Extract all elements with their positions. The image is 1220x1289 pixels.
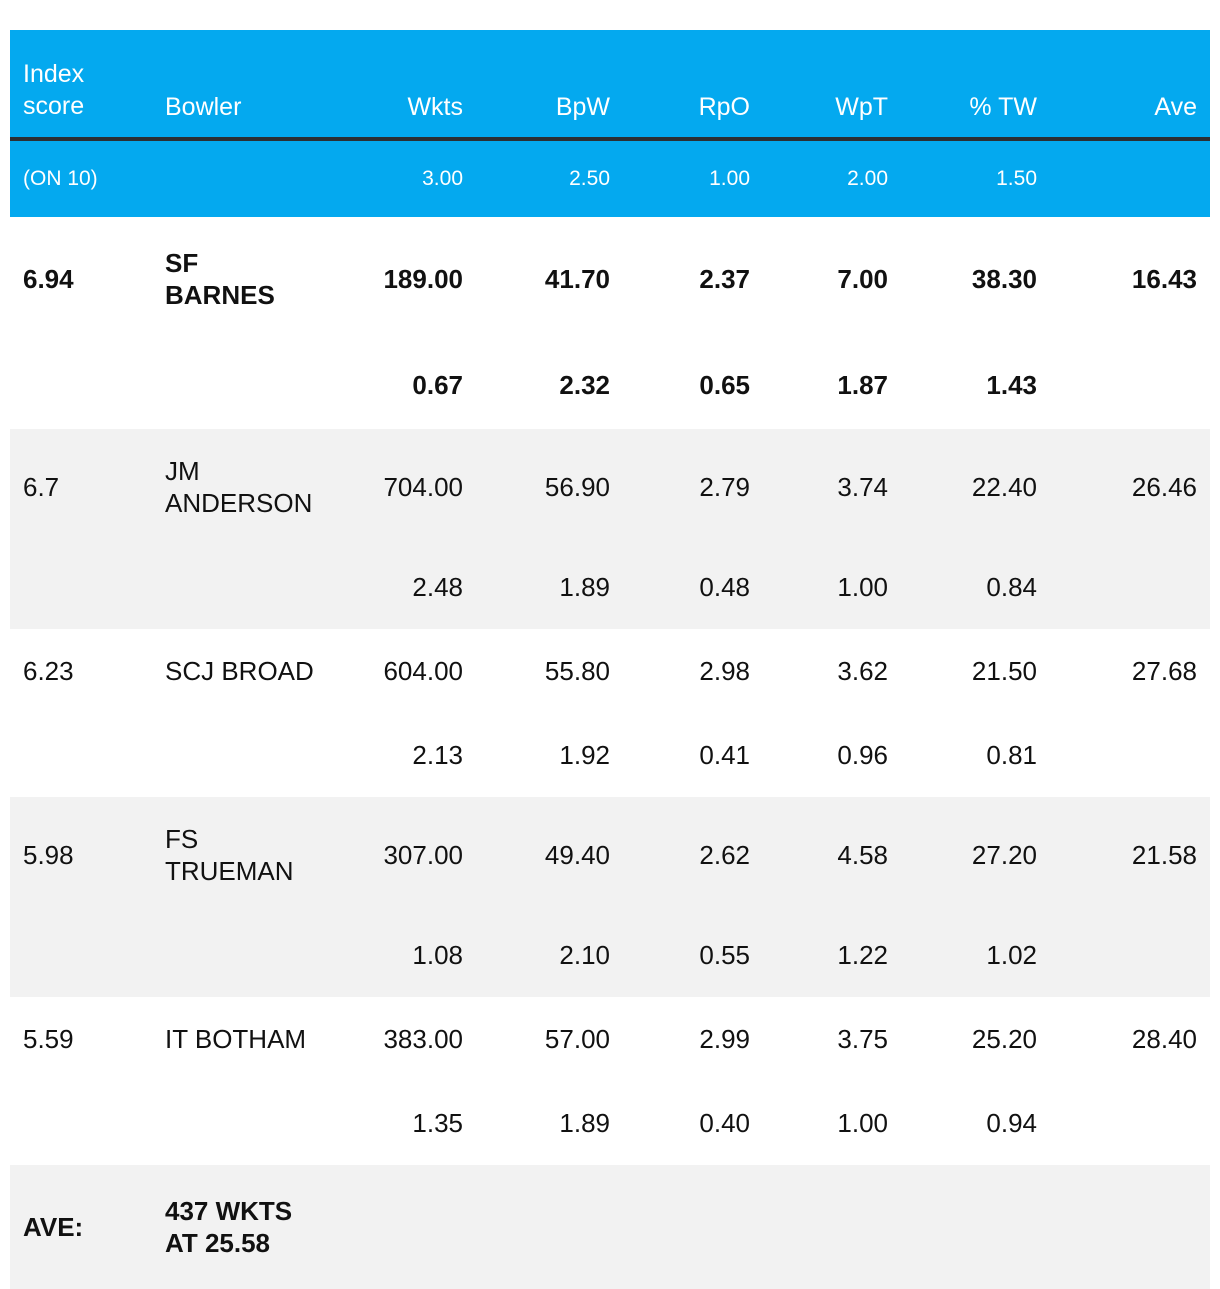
average-value-line: AT 25.58 xyxy=(165,1228,271,1258)
header-index-line-2: score xyxy=(23,92,85,120)
table-row xyxy=(10,217,1210,341)
tw-cell: 27.20 xyxy=(901,797,1050,913)
average-value-line: 437 WKTS xyxy=(165,1196,293,1226)
wkts-score-cell: 2.48 xyxy=(348,545,476,629)
table-row xyxy=(10,629,1210,713)
bowler-cell xyxy=(152,429,348,545)
tw-cell: 22.40 xyxy=(901,429,1050,545)
average-value xyxy=(152,1165,623,1289)
weight-tw: 1.50 xyxy=(901,139,1050,217)
wpt-score-cell: 1.00 xyxy=(837,1108,888,1138)
table-row-scores xyxy=(10,1081,1210,1165)
bpw-cell: 41.70 xyxy=(544,264,610,294)
header-tw: % TW xyxy=(901,30,1050,139)
weight-wkts: 3.00 xyxy=(348,139,476,217)
empty-cell xyxy=(1050,1165,1210,1289)
index-score-cell: 5.98 xyxy=(10,797,152,913)
wpt-score-cell: 1.87 xyxy=(837,370,888,400)
empty-cell xyxy=(10,913,152,997)
header-wpt: WpT xyxy=(763,30,901,139)
header-rpo: RpO xyxy=(623,30,763,139)
empty-cell xyxy=(152,1081,348,1165)
empty-cell xyxy=(1050,341,1210,429)
table-row xyxy=(10,429,1210,545)
empty-cell xyxy=(152,545,348,629)
header-row xyxy=(10,30,1210,139)
wkts-score-cell: 0.67 xyxy=(412,370,463,400)
bpw-cell: 49.40 xyxy=(476,797,623,913)
wpt-score-cell: 1.00 xyxy=(763,545,901,629)
wkts-score-cell: 1.08 xyxy=(348,913,476,997)
bpw-score-cell: 2.10 xyxy=(476,913,623,997)
weights-row xyxy=(10,139,1210,217)
index-score-cell: 6.23 xyxy=(23,656,74,686)
empty-cell xyxy=(152,913,348,997)
bowler-name-line: BARNES xyxy=(165,280,275,310)
bowler-cell xyxy=(152,997,348,1081)
wkts-cell: 307.00 xyxy=(348,797,476,913)
tw-score-cell: 1.02 xyxy=(901,913,1050,997)
bowler-cell xyxy=(152,629,348,713)
wpt-score-cell: 1.22 xyxy=(763,913,901,997)
empty-cell xyxy=(623,1165,763,1289)
rpo-score-cell: 0.55 xyxy=(623,913,763,997)
ave-cell: 28.40 xyxy=(1131,1024,1197,1054)
empty-cell xyxy=(763,1165,901,1289)
header-bowler: Bowler xyxy=(152,30,348,139)
table-row-scores xyxy=(10,713,1210,797)
bowler-name-line: ANDERSON xyxy=(165,488,313,518)
header-bpw: BpW xyxy=(476,30,623,139)
tw-cell: 21.50 xyxy=(971,656,1037,686)
wpt-cell: 7.00 xyxy=(837,264,888,294)
tw-score-cell: 1.43 xyxy=(986,370,1037,400)
header-index-score xyxy=(10,30,152,139)
rpo-score-cell: 0.65 xyxy=(699,370,750,400)
index-score-cell: 6.7 xyxy=(10,429,152,545)
rpo-score-cell: 0.48 xyxy=(623,545,763,629)
bowler-name-line: TRUEMAN xyxy=(165,856,294,886)
bpw-cell: 57.00 xyxy=(544,1024,610,1054)
rpo-score-cell: 0.41 xyxy=(699,740,750,770)
weight-wpt: 2.00 xyxy=(763,139,901,217)
empty-cell xyxy=(1050,713,1210,797)
rpo-cell: 2.79 xyxy=(623,429,763,545)
ave-cell: 21.58 xyxy=(1050,797,1210,913)
weights-label: (ON 10) xyxy=(10,139,152,217)
wkts-cell: 704.00 xyxy=(348,429,476,545)
index-score-cell: 6.94 xyxy=(23,264,74,294)
bpw-score-cell: 1.89 xyxy=(559,1108,610,1138)
table-row xyxy=(10,997,1210,1081)
empty-cell xyxy=(10,1081,152,1165)
bowler-name-line: SF xyxy=(165,248,199,278)
weights-bowler-empty xyxy=(152,139,348,217)
weight-bpw: 2.50 xyxy=(476,139,623,217)
bpw-cell: 55.80 xyxy=(544,656,610,686)
header-ave: Ave xyxy=(1050,30,1210,139)
wkts-cell: 189.00 xyxy=(383,264,463,294)
rpo-cell: 2.37 xyxy=(699,264,750,294)
wpt-cell: 3.74 xyxy=(763,429,901,545)
rpo-cell: 2.98 xyxy=(699,656,750,686)
empty-cell xyxy=(10,713,152,797)
empty-cell xyxy=(901,1165,1050,1289)
table-row-scores xyxy=(10,913,1210,997)
rpo-cell: 2.62 xyxy=(623,797,763,913)
bpw-cell: 56.90 xyxy=(476,429,623,545)
wkts-cell: 383.00 xyxy=(383,1024,463,1054)
bowler-name-line: IT BOTHAM xyxy=(165,1024,307,1054)
wpt-score-cell: 0.96 xyxy=(837,740,888,770)
average-row xyxy=(10,1165,1210,1289)
empty-cell xyxy=(1050,545,1210,629)
header-index-line-1: Index xyxy=(23,60,85,88)
bowler-cell xyxy=(152,217,348,341)
wkts-score-cell: 1.35 xyxy=(412,1108,463,1138)
weight-rpo: 1.00 xyxy=(623,139,763,217)
bowler-name-line: JM xyxy=(165,456,200,486)
weights-ave-empty xyxy=(1050,139,1210,217)
bowler-index-table xyxy=(10,30,1210,1289)
wkts-cell: 604.00 xyxy=(383,656,463,686)
ave-cell: 26.46 xyxy=(1050,429,1210,545)
tw-cell: 38.30 xyxy=(971,264,1037,294)
wpt-cell: 4.58 xyxy=(763,797,901,913)
tw-score-cell: 0.94 xyxy=(986,1108,1037,1138)
index-score-cell: 5.59 xyxy=(23,1024,74,1054)
ave-cell: 16.43 xyxy=(1131,264,1197,294)
tw-cell: 25.20 xyxy=(971,1024,1037,1054)
wpt-cell: 3.75 xyxy=(837,1024,888,1054)
rpo-score-cell: 0.40 xyxy=(699,1108,750,1138)
wkts-score-cell: 2.13 xyxy=(412,740,463,770)
empty-cell xyxy=(10,545,152,629)
empty-cell xyxy=(152,713,348,797)
empty-cell xyxy=(1050,1081,1210,1165)
header-wkts: Wkts xyxy=(348,30,476,139)
tw-score-cell: 0.84 xyxy=(901,545,1050,629)
bowler-name-line: SCJ BROAD xyxy=(165,656,314,686)
rpo-cell: 2.99 xyxy=(699,1024,750,1054)
table-row-scores xyxy=(10,341,1210,429)
bowler-index-table-container xyxy=(10,30,1210,1289)
empty-cell xyxy=(1050,913,1210,997)
bowler-name-line: FS xyxy=(165,824,199,854)
table-row xyxy=(10,797,1210,913)
bpw-score-cell: 1.89 xyxy=(476,545,623,629)
empty-cell xyxy=(152,341,348,429)
table-row-scores xyxy=(10,545,1210,629)
empty-cell xyxy=(10,341,152,429)
wpt-cell: 3.62 xyxy=(837,656,888,686)
bowler-cell xyxy=(152,797,348,913)
bpw-score-cell: 2.32 xyxy=(559,370,610,400)
ave-cell: 27.68 xyxy=(1131,656,1197,686)
average-label: AVE: xyxy=(10,1165,152,1289)
tw-score-cell: 0.81 xyxy=(986,740,1037,770)
bpw-score-cell: 1.92 xyxy=(559,740,610,770)
